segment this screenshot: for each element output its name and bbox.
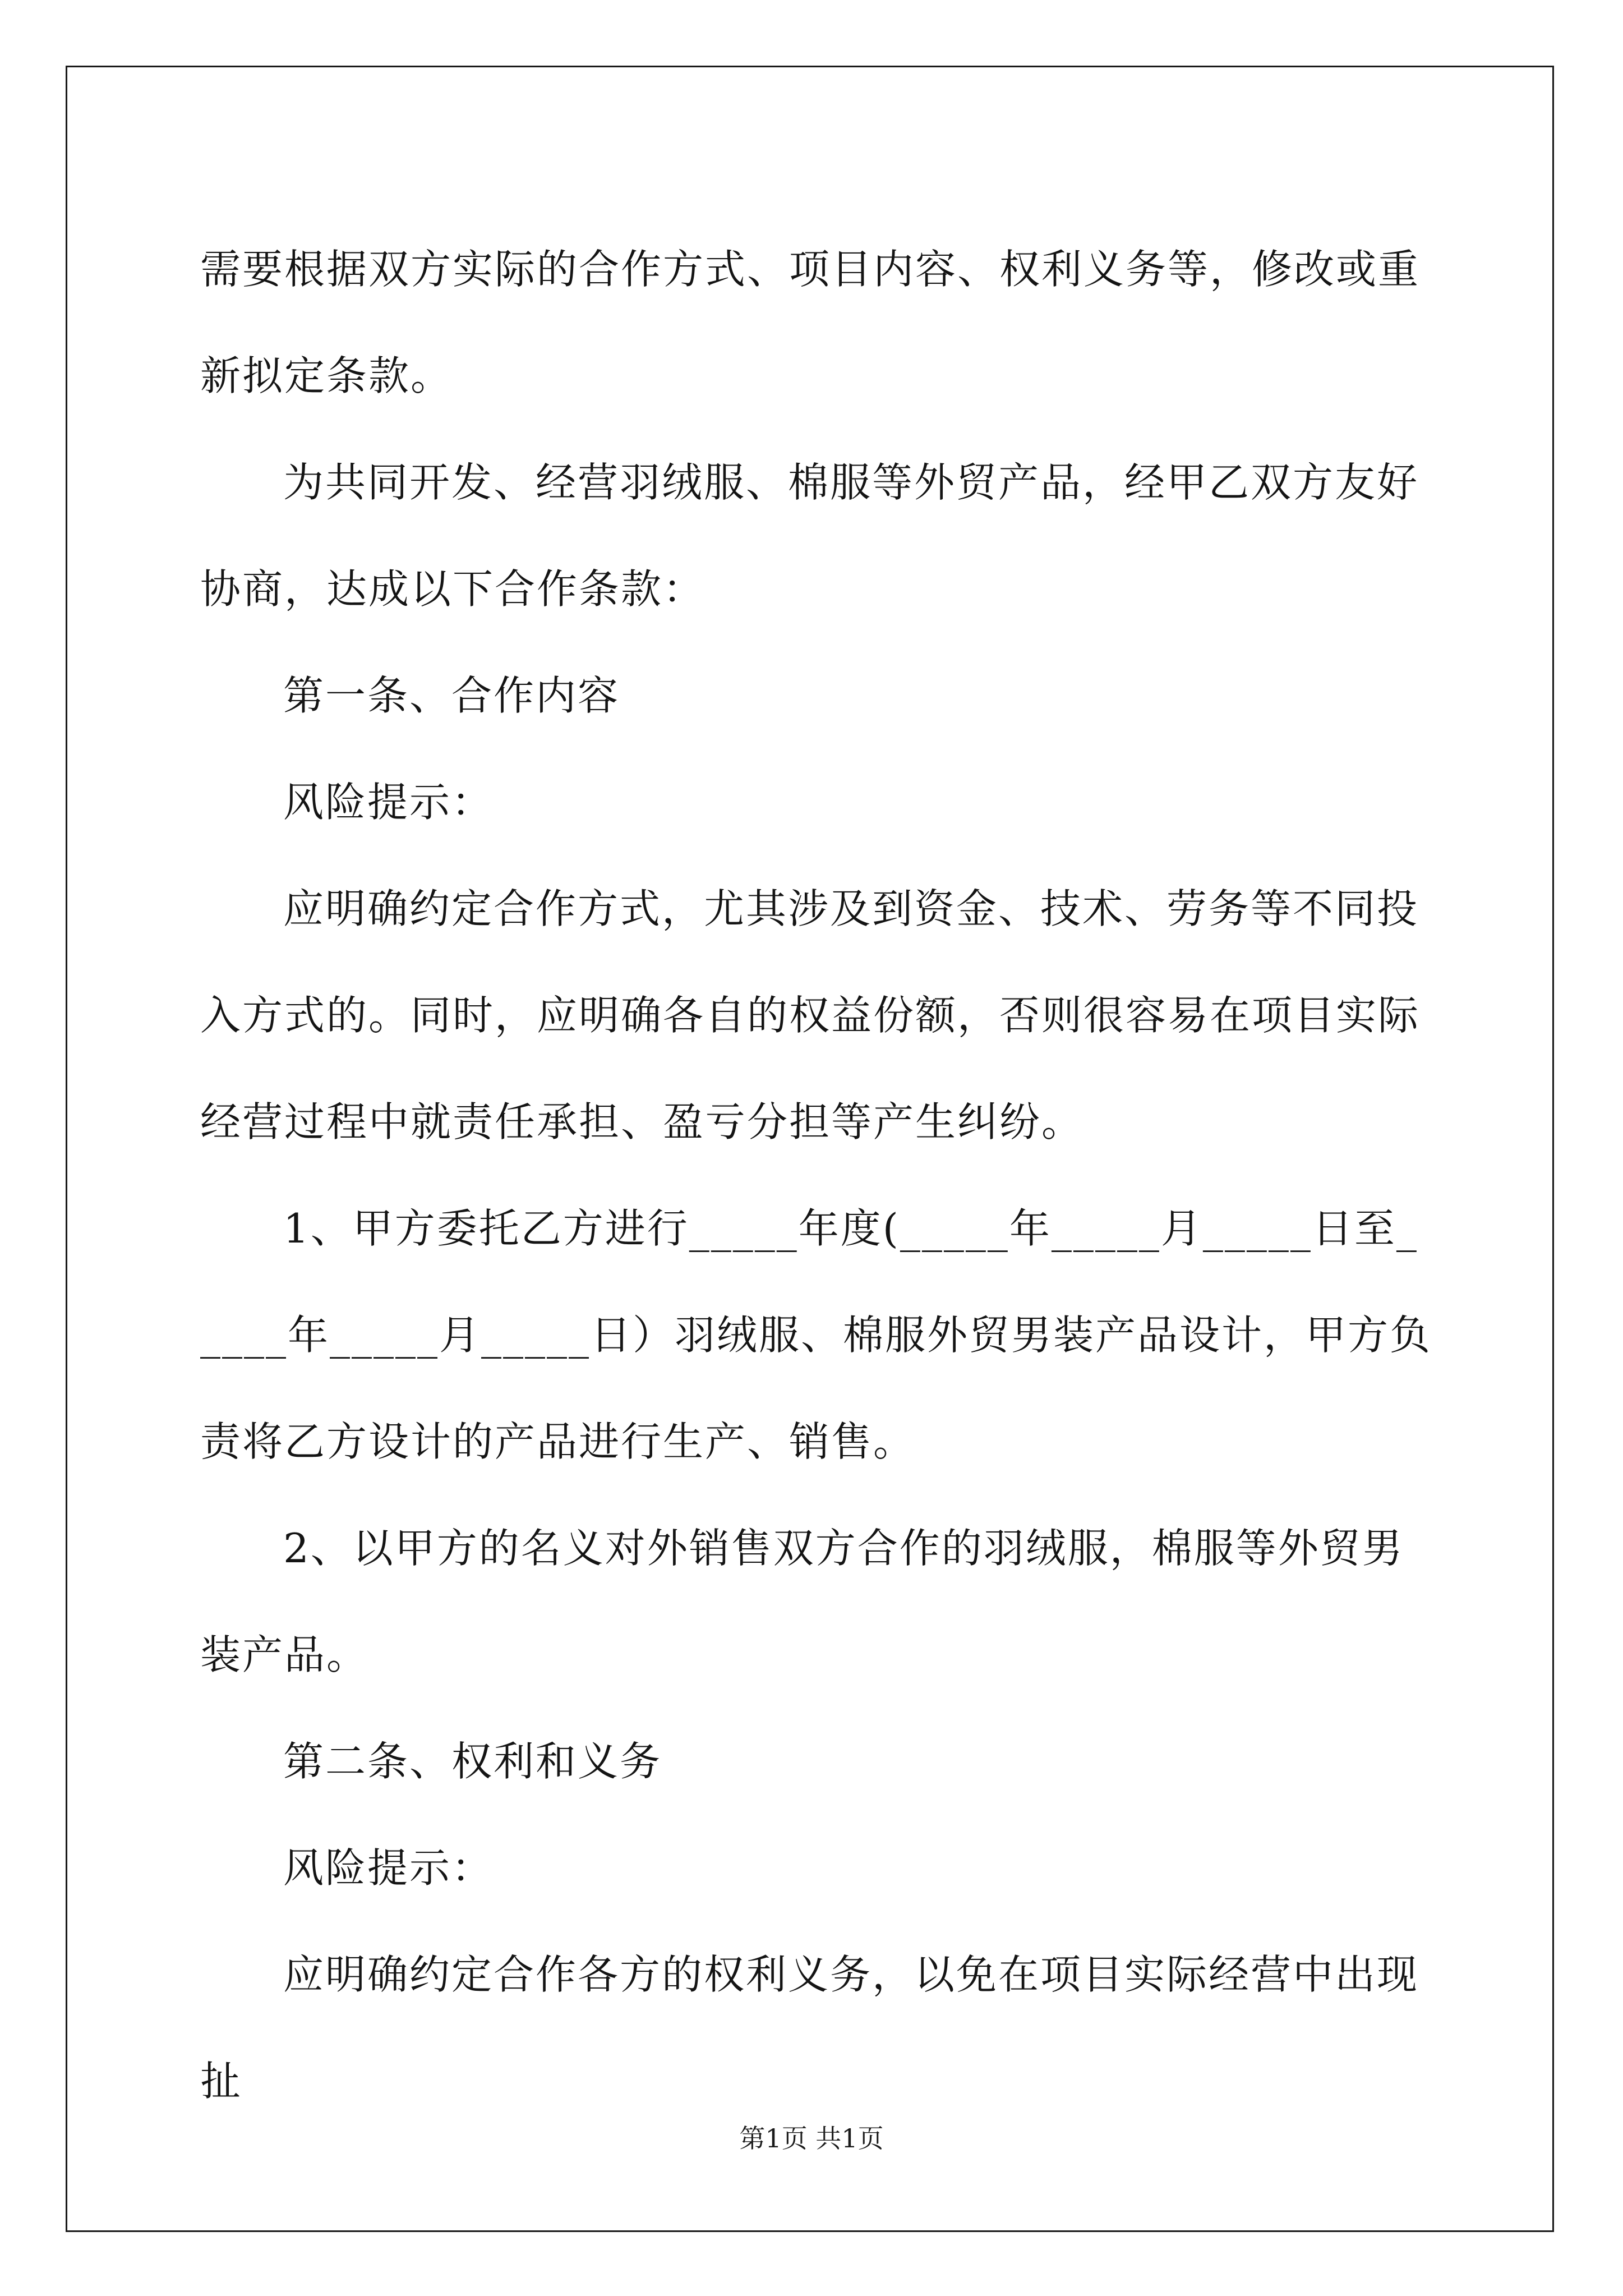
clause-item: 2、以甲方的名义对外销售双方合作的羽绒服，棉服等外贸男装产品。 (200, 1525, 1404, 1678)
page-number: 第1页 共1页 (739, 2123, 884, 2154)
section-heading: 第二条、权利和义务 (283, 1738, 662, 1785)
paragraph: 为共同开发、经营羽绒服、棉服等外贸产品，经甲乙双方友好协商，达成以下合作条款： (200, 459, 1419, 613)
risk-note-label: 风险提示： (283, 1844, 494, 1892)
document-body (200, 216, 1432, 2134)
clause-item: 1、甲方委托乙方进行_____年度(_____年_____月_____日至_____年_____月_____日）羽绒服、棉服外贸男装产品设计，甲方负责将乙方设计的产品进行生产、销售。 (200, 1205, 1432, 1465)
section-heading: 第一条、合作内容 (283, 672, 620, 719)
paragraph: 应明确约定合作方式，尤其涉及到资金、技术、劳务等不同投入方式的。同时，应明确各自的权益份额，否则很容易在项目实际经营过程中就责任承担、盈亏分担等产生纠纷。 (200, 885, 1421, 1145)
risk-note-label: 风险提示： (283, 779, 494, 826)
paragraph: 需要根据双方实际的合作方式、项目内容、权利义务等，修改或重新拟定条款。 (200, 246, 1421, 399)
paragraph: 应明确约定合作各方的权利义务，以免在项目实际经营中出现扯 (200, 1951, 1419, 2105)
